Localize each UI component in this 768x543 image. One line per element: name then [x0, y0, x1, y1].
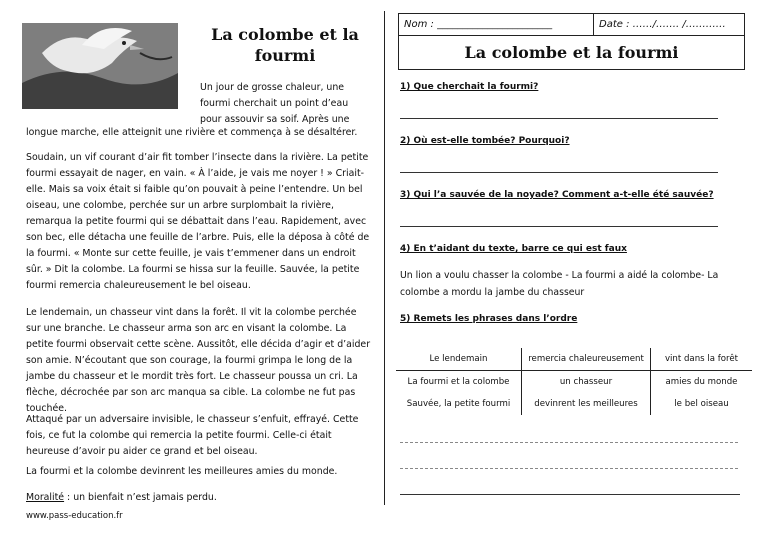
- worksheet-header: [398, 13, 745, 70]
- grid-cell[interactable]: un chasseur: [522, 371, 651, 394]
- story-paragraph-4: Attaqué par un adversaire invisible, le chasseur s’enfuit, effrayé. Cette fois, ce fut la colombe qui remercia la petite fourmi. Celle-ci était heureuse d’avoir pu aider ce grand et bel oiseau.: [26, 414, 359, 457]
- question-2: 2) Où est-elle tombée? Pourquoi?: [400, 136, 570, 146]
- grid-row: [396, 348, 752, 371]
- story-paragraph-5: La fourmi et la colombe devinrent les meilleures amies du monde.: [26, 466, 338, 477]
- question-4-statements[interactable]: Un lion a voulu chasser la colombe - La fourmi a aidé la colombe- La colombe a mordu la jambe du chasseur: [400, 270, 719, 298]
- moral-label: Moralité: [26, 492, 65, 503]
- grid-cell[interactable]: le bel oiseau: [674, 399, 729, 409]
- sentence-grid: [396, 348, 752, 415]
- question-1: 1) Que cherchait la fourmi?: [400, 82, 539, 92]
- date-field[interactable]: Date : ……/……. /…………: [594, 14, 744, 36]
- grid-cell[interactable]: Le lendemain: [396, 348, 522, 371]
- question-5: 5) Remets les phrases dans l’ordre: [400, 314, 578, 324]
- name-field[interactable]: Nom : _______________________: [399, 14, 594, 36]
- story-intro-continued: longue marche, elle atteignit une rivière et commença à se désaltérer.: [26, 127, 358, 138]
- answer-line-5c[interactable]: [400, 494, 740, 495]
- grid-row: [396, 393, 752, 415]
- story-illustration: [22, 23, 178, 109]
- dove-illustration: [22, 23, 178, 109]
- answer-line-5b[interactable]: [400, 468, 738, 469]
- story-intro: Un jour de grosse chaleur, une fourmi cherchait un point d’eau pour assouvir sa soif. Après une: [200, 82, 350, 125]
- grid-cell[interactable]: Sauvée, la petite fourmi: [396, 393, 522, 415]
- question-4: 4) En t’aidant du texte, barre ce qui est faux: [400, 244, 627, 254]
- grid-cell[interactable]: devinrent les meilleures: [522, 393, 651, 415]
- answer-line-2[interactable]: [400, 172, 718, 173]
- moral-text: : un bienfait n’est jamais perdu.: [64, 492, 217, 503]
- story-paragraph-3: Le lendemain, un chasseur vint dans la forêt. Il vit la colombe perchée sur une branche. Le chasseur arma son arc en visant la colombe. La petite fourmi observait cette scène. Aussitôt, elle décida d’agir et d’aider son amie. N’écoutant que son courage, la fourmi grimpa le long de la jambe du chasseur et le mordit très fort. Le chasseur poussa un cri. La flèche, décrochée par son arc manqua sa cible. La colombe ne fut pas touchée.: [26, 307, 371, 414]
- grid-cell[interactable]: vint dans la forêt: [651, 348, 753, 371]
- column-divider: [384, 11, 385, 505]
- story-moral: [26, 490, 372, 506]
- story-title: La colombe et la fourmi: [211, 25, 359, 65]
- worksheet-title: La colombe et la fourmi: [464, 43, 679, 62]
- answer-line-1[interactable]: [400, 118, 718, 119]
- question-3: 3) Qui l’a sauvée de la noyade? Comment a-t-elle été sauvée?: [400, 190, 714, 200]
- grid-cell[interactable]: remercia chaleureusement: [522, 348, 651, 371]
- grid-row: [396, 371, 752, 394]
- grid-cell[interactable]: La fourmi et la colombe: [396, 371, 522, 394]
- story-paragraph-2: Soudain, un vif courant d’air fit tomber l’insecte dans la rivière. La petite fourmi essayait de nager, en vain. « À l’aide, je vais me noyer ! » Criait-elle. Mais sa voix était si faible qu’on pouvait à peine l’entendre. Un bel oiseau, une colombe, perchée sur un arbre surplombait la rivière, remarqua la petite fourmi qui se débattait dans l’eau. Rapidement, avec son bec, elle détacha une feuille de l’arbre. Puis, elle la déposa à côté de la fourmi. « Monte sur cette feuille, je vais t’emmener dans un endroit sûr. » Dit la colombe. La fourmi se hissa sur la feuille. Sauvée, la petite fourmi remercia chaleureusement le bel oiseau.: [26, 152, 370, 291]
- site-url[interactable]: www.pass-education.fr: [26, 511, 123, 521]
- answer-line-5a[interactable]: [400, 442, 738, 443]
- grid-cell[interactable]: amies du monde: [665, 377, 738, 387]
- answer-line-3[interactable]: [400, 226, 718, 227]
